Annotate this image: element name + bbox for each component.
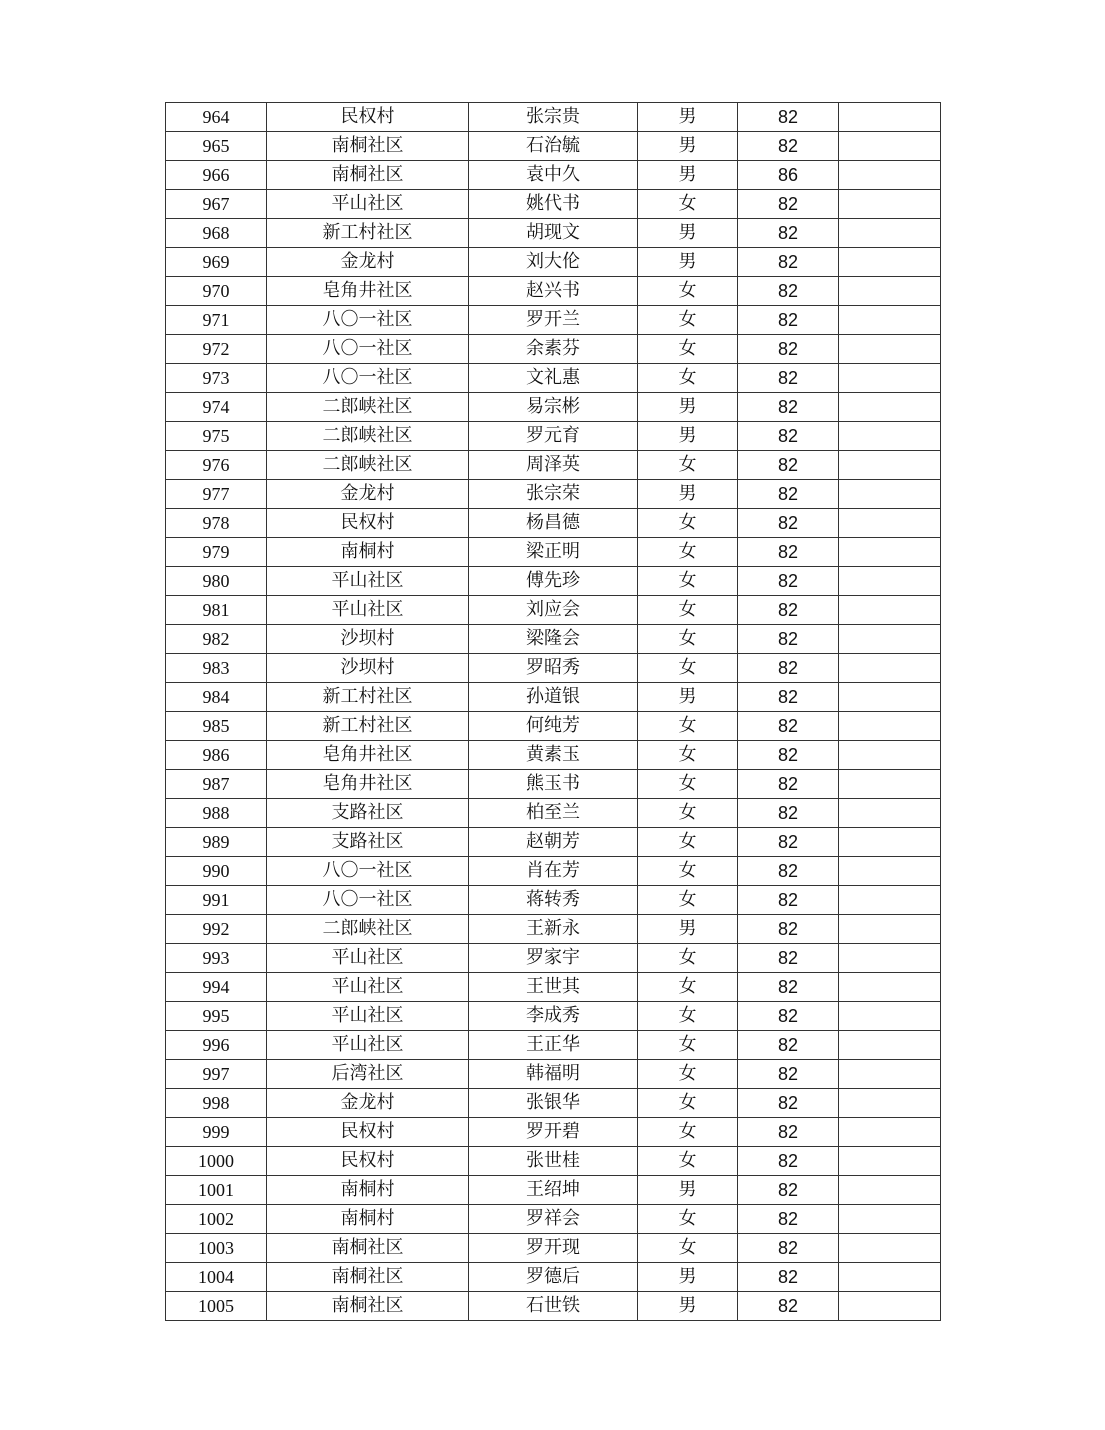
- row-number-cell: 973: [166, 364, 267, 393]
- community-cell: 南桐社区: [267, 161, 469, 190]
- age-cell: 82: [738, 1292, 839, 1321]
- gender-cell: 男: [638, 132, 738, 161]
- table-row: [166, 1205, 941, 1234]
- table-row: [166, 103, 941, 132]
- row-number-cell: 1004: [166, 1263, 267, 1292]
- row-number-cell: 992: [166, 915, 267, 944]
- age-cell: 82: [738, 828, 839, 857]
- gender-cell: 男: [638, 683, 738, 712]
- gender-cell: 女: [638, 567, 738, 596]
- person-name-cell: 张银华: [469, 1089, 638, 1118]
- table-row: [166, 509, 941, 538]
- community-cell: 沙坝村: [267, 625, 469, 654]
- person-name-cell: 柏至兰: [469, 799, 638, 828]
- person-name-cell: 罗德后: [469, 1263, 638, 1292]
- remark-cell: [839, 509, 941, 538]
- person-name-cell: 罗家宇: [469, 944, 638, 973]
- person-name-cell: 石治毓: [469, 132, 638, 161]
- community-cell: 八〇一社区: [267, 886, 469, 915]
- remark-cell: [839, 190, 941, 219]
- remark-cell: [839, 973, 941, 1002]
- roster-table: [165, 102, 941, 1321]
- remark-cell: [839, 741, 941, 770]
- community-cell: 皂角井社区: [267, 770, 469, 799]
- remark-cell: [839, 1118, 941, 1147]
- remark-cell: [839, 161, 941, 190]
- row-number-cell: 1001: [166, 1176, 267, 1205]
- table-row: [166, 654, 941, 683]
- row-number-cell: 983: [166, 654, 267, 683]
- row-number-cell: 995: [166, 1002, 267, 1031]
- remark-cell: [839, 770, 941, 799]
- person-name-cell: 赵朝芳: [469, 828, 638, 857]
- community-cell: 新工村社区: [267, 712, 469, 741]
- gender-cell: 女: [638, 712, 738, 741]
- person-name-cell: 黄素玉: [469, 741, 638, 770]
- remark-cell: [839, 625, 941, 654]
- age-cell: 82: [738, 103, 839, 132]
- age-cell: 82: [738, 1002, 839, 1031]
- remark-cell: [839, 654, 941, 683]
- community-cell: 南桐社区: [267, 1234, 469, 1263]
- row-number-cell: 988: [166, 799, 267, 828]
- person-name-cell: 石世铁: [469, 1292, 638, 1321]
- table-row: [166, 712, 941, 741]
- community-cell: 金龙村: [267, 480, 469, 509]
- row-number-cell: 987: [166, 770, 267, 799]
- gender-cell: 女: [638, 799, 738, 828]
- gender-cell: 女: [638, 596, 738, 625]
- age-cell: 82: [738, 422, 839, 451]
- remark-cell: [839, 364, 941, 393]
- row-number-cell: 964: [166, 103, 267, 132]
- table-row: [166, 683, 941, 712]
- remark-cell: [839, 248, 941, 277]
- person-name-cell: 张宗贵: [469, 103, 638, 132]
- remark-cell: [839, 1147, 941, 1176]
- age-cell: 82: [738, 219, 839, 248]
- row-number-cell: 990: [166, 857, 267, 886]
- person-name-cell: 周泽英: [469, 451, 638, 480]
- person-name-cell: 易宗彬: [469, 393, 638, 422]
- table-row: [166, 1089, 941, 1118]
- table-row: [166, 248, 941, 277]
- row-number-cell: 965: [166, 132, 267, 161]
- age-cell: 82: [738, 1205, 839, 1234]
- community-cell: 平山社区: [267, 1002, 469, 1031]
- age-cell: 82: [738, 509, 839, 538]
- age-cell: 86: [738, 161, 839, 190]
- gender-cell: 男: [638, 103, 738, 132]
- age-cell: 82: [738, 1234, 839, 1263]
- table-row: [166, 625, 941, 654]
- row-number-cell: 996: [166, 1031, 267, 1060]
- table-row: [166, 306, 941, 335]
- person-name-cell: 文礼惠: [469, 364, 638, 393]
- community-cell: 支路社区: [267, 828, 469, 857]
- community-cell: 二郎峡社区: [267, 393, 469, 422]
- row-number-cell: 969: [166, 248, 267, 277]
- remark-cell: [839, 596, 941, 625]
- table-row: [166, 1060, 941, 1089]
- gender-cell: 女: [638, 509, 738, 538]
- table-row: [166, 915, 941, 944]
- gender-cell: 男: [638, 1263, 738, 1292]
- row-number-cell: 971: [166, 306, 267, 335]
- gender-cell: 男: [638, 915, 738, 944]
- row-number-cell: 994: [166, 973, 267, 1002]
- person-name-cell: 刘应会: [469, 596, 638, 625]
- table-row: [166, 1263, 941, 1292]
- table-row: [166, 596, 941, 625]
- community-cell: 南桐村: [267, 538, 469, 567]
- age-cell: 82: [738, 973, 839, 1002]
- community-cell: 支路社区: [267, 799, 469, 828]
- person-name-cell: 胡现文: [469, 219, 638, 248]
- community-cell: 南桐村: [267, 1205, 469, 1234]
- gender-cell: 女: [638, 886, 738, 915]
- age-cell: 82: [738, 770, 839, 799]
- age-cell: 82: [738, 1089, 839, 1118]
- gender-cell: 男: [638, 248, 738, 277]
- remark-cell: [839, 1292, 941, 1321]
- remark-cell: [839, 567, 941, 596]
- age-cell: 82: [738, 567, 839, 596]
- table-row: [166, 857, 941, 886]
- row-number-cell: 986: [166, 741, 267, 770]
- gender-cell: 女: [638, 625, 738, 654]
- community-cell: 平山社区: [267, 944, 469, 973]
- gender-cell: 女: [638, 190, 738, 219]
- community-cell: 二郎峡社区: [267, 422, 469, 451]
- gender-cell: 男: [638, 219, 738, 248]
- person-name-cell: 罗开兰: [469, 306, 638, 335]
- table-row: [166, 335, 941, 364]
- person-name-cell: 王新永: [469, 915, 638, 944]
- age-cell: 82: [738, 364, 839, 393]
- table-row: [166, 161, 941, 190]
- community-cell: 民权村: [267, 1118, 469, 1147]
- table-row: [166, 886, 941, 915]
- age-cell: 82: [738, 654, 839, 683]
- table-row: [166, 1292, 941, 1321]
- age-cell: 82: [738, 538, 839, 567]
- age-cell: 82: [738, 1147, 839, 1176]
- age-cell: 82: [738, 1118, 839, 1147]
- community-cell: 皂角井社区: [267, 277, 469, 306]
- gender-cell: 女: [638, 364, 738, 393]
- remark-cell: [839, 1263, 941, 1292]
- remark-cell: [839, 1089, 941, 1118]
- remark-cell: [839, 306, 941, 335]
- table-row: [166, 567, 941, 596]
- table-row: [166, 364, 941, 393]
- row-number-cell: 999: [166, 1118, 267, 1147]
- table-row: [166, 480, 941, 509]
- table-row: [166, 393, 941, 422]
- table-row: [166, 799, 941, 828]
- community-cell: 民权村: [267, 509, 469, 538]
- row-number-cell: 977: [166, 480, 267, 509]
- gender-cell: 女: [638, 1118, 738, 1147]
- row-number-cell: 978: [166, 509, 267, 538]
- gender-cell: 女: [638, 1002, 738, 1031]
- table-row: [166, 1118, 941, 1147]
- row-number-cell: 976: [166, 451, 267, 480]
- row-number-cell: 967: [166, 190, 267, 219]
- person-name-cell: 王正华: [469, 1031, 638, 1060]
- person-name-cell: 赵兴书: [469, 277, 638, 306]
- gender-cell: 男: [638, 393, 738, 422]
- row-number-cell: 970: [166, 277, 267, 306]
- row-number-cell: 981: [166, 596, 267, 625]
- age-cell: 82: [738, 132, 839, 161]
- community-cell: 平山社区: [267, 973, 469, 1002]
- gender-cell: 女: [638, 538, 738, 567]
- remark-cell: [839, 277, 941, 306]
- gender-cell: 女: [638, 306, 738, 335]
- gender-cell: 女: [638, 451, 738, 480]
- gender-cell: 男: [638, 1292, 738, 1321]
- community-cell: 八〇一社区: [267, 306, 469, 335]
- table-row: [166, 277, 941, 306]
- roster-table-body: [166, 103, 941, 1321]
- community-cell: 金龙村: [267, 1089, 469, 1118]
- row-number-cell: 991: [166, 886, 267, 915]
- person-name-cell: 罗开现: [469, 1234, 638, 1263]
- person-name-cell: 熊玉书: [469, 770, 638, 799]
- remark-cell: [839, 683, 941, 712]
- row-number-cell: 993: [166, 944, 267, 973]
- table-row: [166, 741, 941, 770]
- table-row: [166, 1234, 941, 1263]
- table-row: [166, 422, 941, 451]
- person-name-cell: 梁正明: [469, 538, 638, 567]
- community-cell: 南桐社区: [267, 132, 469, 161]
- age-cell: 82: [738, 480, 839, 509]
- person-name-cell: 余素芬: [469, 335, 638, 364]
- table-row: [166, 944, 941, 973]
- community-cell: 八〇一社区: [267, 364, 469, 393]
- gender-cell: 女: [638, 770, 738, 799]
- person-name-cell: 蒋转秀: [469, 886, 638, 915]
- gender-cell: 男: [638, 480, 738, 509]
- person-name-cell: 韩福明: [469, 1060, 638, 1089]
- remark-cell: [839, 538, 941, 567]
- person-name-cell: 罗祥会: [469, 1205, 638, 1234]
- gender-cell: 男: [638, 1176, 738, 1205]
- remark-cell: [839, 915, 941, 944]
- remark-cell: [839, 422, 941, 451]
- community-cell: 新工村社区: [267, 683, 469, 712]
- community-cell: 南桐社区: [267, 1263, 469, 1292]
- remark-cell: [839, 857, 941, 886]
- remark-cell: [839, 393, 941, 422]
- age-cell: 82: [738, 741, 839, 770]
- remark-cell: [839, 944, 941, 973]
- gender-cell: 女: [638, 1031, 738, 1060]
- person-name-cell: 傅先珍: [469, 567, 638, 596]
- community-cell: 平山社区: [267, 567, 469, 596]
- table-row: [166, 1002, 941, 1031]
- gender-cell: 女: [638, 741, 738, 770]
- community-cell: 民权村: [267, 1147, 469, 1176]
- remark-cell: [839, 1002, 941, 1031]
- age-cell: 82: [738, 799, 839, 828]
- row-number-cell: 980: [166, 567, 267, 596]
- remark-cell: [839, 480, 941, 509]
- row-number-cell: 984: [166, 683, 267, 712]
- table-row: [166, 132, 941, 161]
- gender-cell: 女: [638, 335, 738, 364]
- community-cell: 八〇一社区: [267, 335, 469, 364]
- community-cell: 皂角井社区: [267, 741, 469, 770]
- age-cell: 82: [738, 886, 839, 915]
- community-cell: 八〇一社区: [267, 857, 469, 886]
- age-cell: 82: [738, 712, 839, 741]
- remark-cell: [839, 1060, 941, 1089]
- remark-cell: [839, 828, 941, 857]
- community-cell: 平山社区: [267, 190, 469, 219]
- remark-cell: [839, 712, 941, 741]
- age-cell: 82: [738, 1031, 839, 1060]
- person-name-cell: 罗开碧: [469, 1118, 638, 1147]
- age-cell: 82: [738, 625, 839, 654]
- row-number-cell: 1002: [166, 1205, 267, 1234]
- person-name-cell: 杨昌德: [469, 509, 638, 538]
- row-number-cell: 972: [166, 335, 267, 364]
- person-name-cell: 罗昭秀: [469, 654, 638, 683]
- age-cell: 82: [738, 306, 839, 335]
- table-row: [166, 190, 941, 219]
- row-number-cell: 975: [166, 422, 267, 451]
- table-row: [166, 538, 941, 567]
- age-cell: 82: [738, 393, 839, 422]
- age-cell: 82: [738, 857, 839, 886]
- gender-cell: 女: [638, 1205, 738, 1234]
- person-name-cell: 何纯芳: [469, 712, 638, 741]
- remark-cell: [839, 335, 941, 364]
- community-cell: 平山社区: [267, 1031, 469, 1060]
- gender-cell: 女: [638, 1234, 738, 1263]
- person-name-cell: 张宗荣: [469, 480, 638, 509]
- gender-cell: 女: [638, 944, 738, 973]
- person-name-cell: 李成秀: [469, 1002, 638, 1031]
- age-cell: 82: [738, 683, 839, 712]
- person-name-cell: 刘大伦: [469, 248, 638, 277]
- row-number-cell: 989: [166, 828, 267, 857]
- gender-cell: 女: [638, 973, 738, 1002]
- community-cell: 民权村: [267, 103, 469, 132]
- person-name-cell: 罗元育: [469, 422, 638, 451]
- gender-cell: 女: [638, 828, 738, 857]
- remark-cell: [839, 799, 941, 828]
- person-name-cell: 张世桂: [469, 1147, 638, 1176]
- row-number-cell: 982: [166, 625, 267, 654]
- table-row: [166, 451, 941, 480]
- community-cell: 平山社区: [267, 596, 469, 625]
- remark-cell: [839, 1031, 941, 1060]
- row-number-cell: 1000: [166, 1147, 267, 1176]
- row-number-cell: 974: [166, 393, 267, 422]
- gender-cell: 女: [638, 277, 738, 306]
- remark-cell: [839, 132, 941, 161]
- gender-cell: 女: [638, 1089, 738, 1118]
- gender-cell: 男: [638, 161, 738, 190]
- person-name-cell: 梁隆会: [469, 625, 638, 654]
- row-number-cell: 1003: [166, 1234, 267, 1263]
- gender-cell: 女: [638, 1060, 738, 1089]
- community-cell: 南桐社区: [267, 1292, 469, 1321]
- remark-cell: [839, 1205, 941, 1234]
- person-name-cell: 王绍坤: [469, 1176, 638, 1205]
- person-name-cell: 姚代书: [469, 190, 638, 219]
- gender-cell: 男: [638, 422, 738, 451]
- age-cell: 82: [738, 1263, 839, 1292]
- age-cell: 82: [738, 248, 839, 277]
- age-cell: 82: [738, 1060, 839, 1089]
- age-cell: 82: [738, 190, 839, 219]
- table-row: [166, 770, 941, 799]
- gender-cell: 女: [638, 654, 738, 683]
- age-cell: 82: [738, 915, 839, 944]
- community-cell: 南桐村: [267, 1176, 469, 1205]
- community-cell: 沙坝村: [267, 654, 469, 683]
- remark-cell: [839, 1176, 941, 1205]
- row-number-cell: 966: [166, 161, 267, 190]
- age-cell: 82: [738, 335, 839, 364]
- age-cell: 82: [738, 1176, 839, 1205]
- table-row: [166, 973, 941, 1002]
- remark-cell: [839, 886, 941, 915]
- table-row: [166, 1147, 941, 1176]
- remark-cell: [839, 219, 941, 248]
- age-cell: 82: [738, 277, 839, 306]
- table-row: [166, 1031, 941, 1060]
- row-number-cell: 997: [166, 1060, 267, 1089]
- gender-cell: 女: [638, 1147, 738, 1176]
- remark-cell: [839, 103, 941, 132]
- age-cell: 82: [738, 944, 839, 973]
- row-number-cell: 979: [166, 538, 267, 567]
- table-row: [166, 219, 941, 248]
- remark-cell: [839, 1234, 941, 1263]
- age-cell: 82: [738, 596, 839, 625]
- community-cell: 金龙村: [267, 248, 469, 277]
- community-cell: 二郎峡社区: [267, 915, 469, 944]
- table-row: [166, 828, 941, 857]
- row-number-cell: 985: [166, 712, 267, 741]
- row-number-cell: 1005: [166, 1292, 267, 1321]
- community-cell: 新工村社区: [267, 219, 469, 248]
- community-cell: 后湾社区: [267, 1060, 469, 1089]
- remark-cell: [839, 451, 941, 480]
- person-name-cell: 王世其: [469, 973, 638, 1002]
- row-number-cell: 998: [166, 1089, 267, 1118]
- table-row: [166, 1176, 941, 1205]
- age-cell: 82: [738, 451, 839, 480]
- community-cell: 二郎峡社区: [267, 451, 469, 480]
- person-name-cell: 孙道银: [469, 683, 638, 712]
- row-number-cell: 968: [166, 219, 267, 248]
- gender-cell: 女: [638, 857, 738, 886]
- person-name-cell: 肖在芳: [469, 857, 638, 886]
- person-name-cell: 袁中久: [469, 161, 638, 190]
